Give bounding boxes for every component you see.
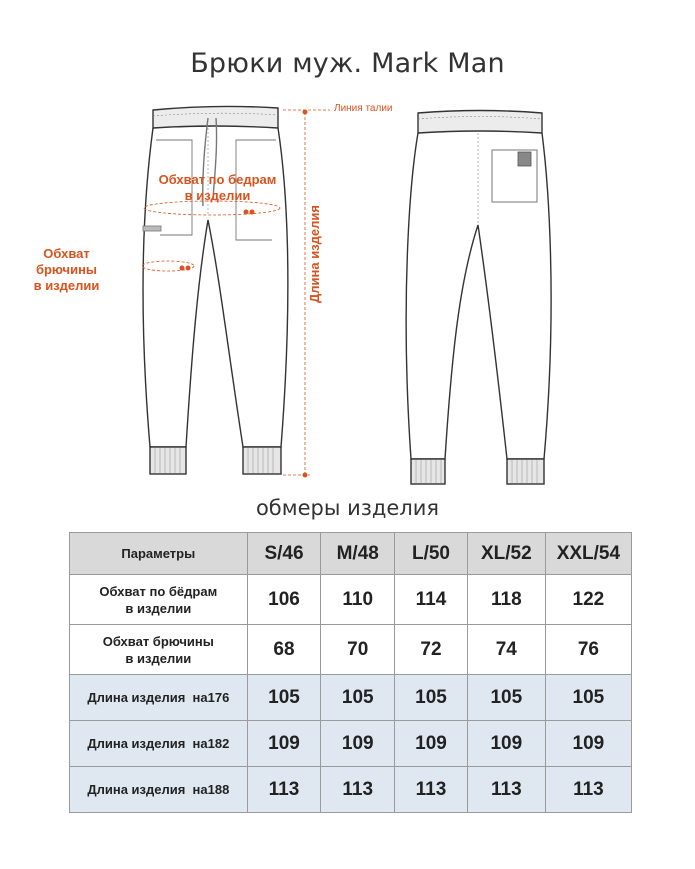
page-title: Брюки муж. Mark Man	[190, 48, 505, 79]
param-header: Параметры	[70, 533, 248, 575]
table-cell: 122	[545, 575, 631, 625]
table-row	[70, 675, 632, 721]
back-view	[406, 111, 551, 485]
table-cell: 106	[247, 575, 321, 625]
table-cell: 109	[467, 721, 545, 767]
table-cell: 105	[321, 675, 395, 721]
table-cell: 105	[545, 675, 631, 721]
row-label: Обхват брючины в изделии	[70, 625, 248, 675]
table-cell: 76	[545, 625, 631, 675]
row-label: Длина изделия на188	[70, 767, 248, 813]
table-header-row	[70, 533, 632, 575]
size-header: L/50	[395, 533, 468, 575]
leg-girth-label: Обхват брючины в изделии	[33, 246, 100, 293]
table-cell: 105	[467, 675, 545, 721]
size-header: M/48	[321, 533, 395, 575]
table-cell: 109	[395, 721, 468, 767]
row-label: Длина изделия на182	[70, 721, 248, 767]
table-row	[70, 721, 632, 767]
size-header: S/46	[247, 533, 321, 575]
table-cell: 114	[395, 575, 468, 625]
table-cell: 109	[247, 721, 321, 767]
table-cell: 74	[467, 625, 545, 675]
table-cell: 113	[321, 767, 395, 813]
hip-girth-label: Обхват по бедрам в изделии	[158, 172, 277, 203]
size-table	[69, 532, 632, 813]
table-cell: 113	[545, 767, 631, 813]
table-row	[70, 767, 632, 813]
table-row	[70, 575, 632, 625]
table-cell: 118	[467, 575, 545, 625]
table-cell: 110	[321, 575, 395, 625]
table-cell: 109	[545, 721, 631, 767]
table-cell: 109	[321, 721, 395, 767]
table-cell: 72	[395, 625, 468, 675]
table-cell: 70	[321, 625, 395, 675]
table-cell: 113	[395, 767, 468, 813]
row-label: Обхват по бёдрам в изделии	[70, 575, 248, 625]
front-view	[143, 106, 288, 474]
row-label: Длина изделия на176	[70, 675, 248, 721]
table-row	[70, 625, 632, 675]
size-header: XXL/54	[545, 533, 631, 575]
waist-line-label: Линия талии	[334, 103, 393, 114]
table-cell: 105	[395, 675, 468, 721]
size-header: XL/52	[467, 533, 545, 575]
table-cell: 113	[247, 767, 321, 813]
table-cell: 68	[247, 625, 321, 675]
table-cell: 105	[247, 675, 321, 721]
length-label: Длина изделия	[307, 205, 322, 303]
table-cell: 113	[467, 767, 545, 813]
table-title: обмеры изделия	[255, 496, 440, 520]
